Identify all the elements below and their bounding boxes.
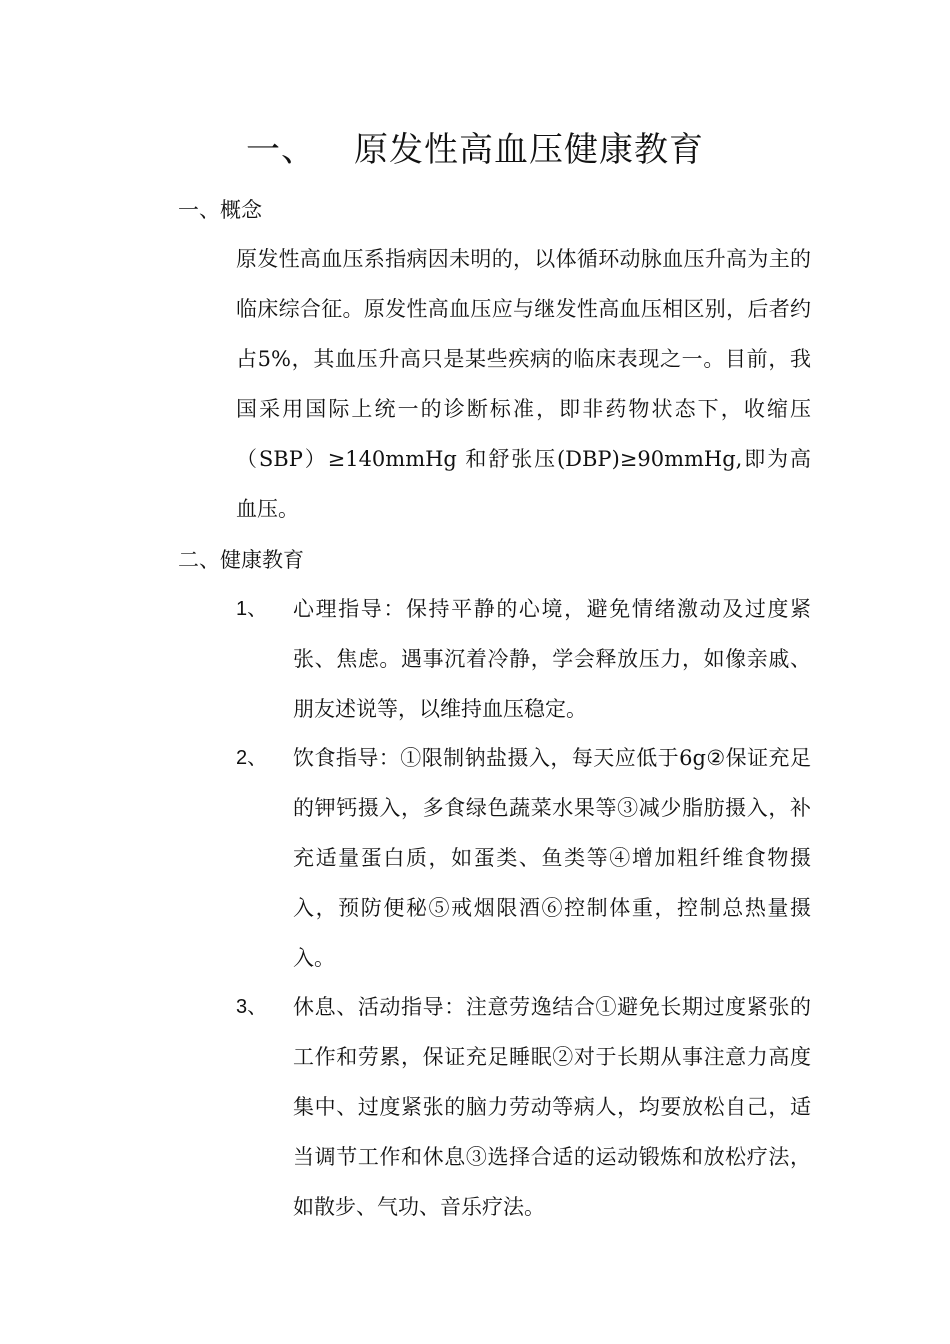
list-item-number: 1、 — [236, 598, 268, 620]
title-text: 原发性高血压健康教育 — [354, 130, 704, 170]
document-title — [0, 122, 950, 178]
title-number: 一、 — [246, 130, 316, 170]
list-item-number: 2、 — [236, 747, 268, 769]
section-heading-health-education: 二、健康教育 — [178, 548, 304, 572]
list-item-text: 心理指导：保持平静的心境，避免情绪激动及过度紧张、焦虑。遇事沉着冷静，学会释放压力，如像亲戚、朋友述说等，以维持血压稳定。 — [293, 597, 811, 721]
concept-paragraph: 原发性高血压系指病因未明的，以体循环动脉血压升高为主的临床综合征。原发性高血压应与继发性高血压相区别，后者约占5%，其血压升高只是某些疾病的临床表现之一。目前，我国采用国际上统一的诊断标准，即非药物状态下，收缩压（SBP）≥140mmHg 和舒张压(DBP)≥90mmHg,即为高血压。 — [236, 247, 811, 521]
list-item-text: 饮食指导：①限制钠盐摄入，每天应低于6g②保证充足的钾钙摄入，多食绿色蔬菜水果等③减少脂肪摄入，补充适量蛋白质，如蛋类、鱼类等④增加粗纤维食物摄入，预防便秘⑤戒烟限酒⑥控制体重，控制总热量摄入。 — [293, 746, 811, 970]
list-item-number: 3、 — [236, 996, 268, 1018]
section-heading-concept: 一、概念 — [178, 198, 262, 222]
list-item-text: 休息、活动指导：注意劳逸结合①避免长期过度紧张的工作和劳累，保证充足睡眠②对于长期从事注意力高度集中、过度紧张的脑力劳动等病人，均要放松自己，适当调节工作和休息③选择合适的运动锻炼和放松疗法，如散步、气功、音乐疗法。 — [293, 995, 811, 1219]
